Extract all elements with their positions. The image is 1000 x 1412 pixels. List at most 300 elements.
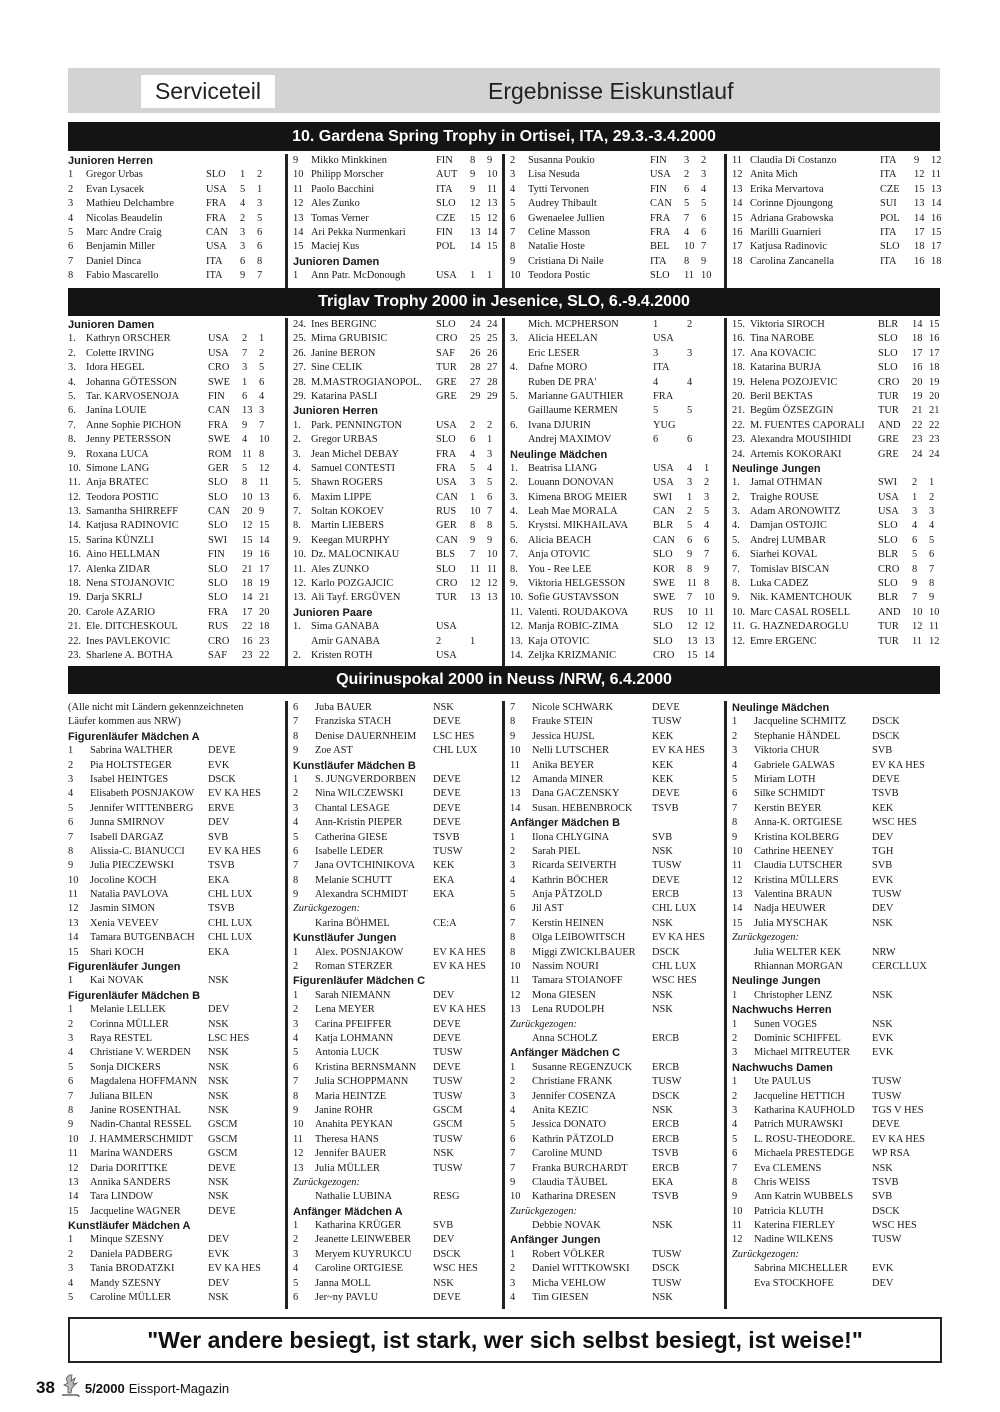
skater-name: Paolo Bacchini [311,183,375,195]
country-or-club: TSVB [652,1191,679,1203]
placement: 18. [732,362,745,374]
result-row [68,859,283,873]
score-b: 4 [704,520,710,532]
results-column [724,318,948,666]
skater-name: Beatrisa LIANG [528,462,597,474]
placement: 11 [293,1133,304,1145]
result-row [732,390,948,404]
placement: 10. [510,592,523,604]
placement: 1 [68,169,74,181]
score-b: 3 [929,506,935,518]
score-b: 9 [259,506,265,518]
score-a: 15 [470,212,481,224]
score-a: 1 [912,491,918,503]
result-row [510,1075,730,1089]
score-b: 5 [259,362,265,374]
placement: 9. [293,534,301,546]
score-a: 3 [240,241,246,253]
result-row [68,433,283,447]
skater-name: Park. PENNINGTON [311,419,403,431]
country-or-club: GSCM [208,1133,238,1145]
country-or-club: ITA [650,255,667,267]
placement: 27. [293,362,306,374]
result-row [293,491,508,505]
placement: 10 [293,1119,304,1131]
score-a: 21 [242,563,253,575]
result-row [68,1233,283,1247]
placement: 3 [293,1248,299,1260]
country-or-club: DEVE [652,874,680,886]
score-b: 1 [929,477,935,489]
placement: 4 [293,817,299,829]
country-or-club: EV KA HES [872,1133,925,1145]
skater-name: Tar. KARVOSENOJA [86,390,180,402]
country-or-club: EV KA HES [433,1004,486,1016]
country-or-club: TUSW [652,1277,682,1289]
score-a: 1 [470,270,476,282]
score-b: 2 [257,169,263,181]
country-or-club: USA [653,333,674,345]
result-row [68,491,283,505]
placement: 5 [68,1061,74,1073]
result-row [732,154,948,168]
score-b: 4 [701,183,707,195]
score-b: 9 [487,155,493,166]
result-row [510,1118,730,1132]
skater-name: Ales Zunko [311,198,360,210]
result-row [68,1176,283,1190]
country-or-club: USA [653,462,674,474]
placement: 3 [68,773,74,785]
placement: 8 [68,270,74,282]
result-row [68,759,283,773]
score-b: 6 [701,226,707,238]
skater-name: Michael MITREUTER [754,1047,851,1059]
placement: 2 [510,1263,516,1275]
skater-name: Jennifer BAUER [315,1148,387,1160]
placement: 18. [68,578,81,590]
score-a: 7 [684,212,690,224]
placement: 5 [68,226,74,238]
result-row [732,183,948,197]
country-or-club: EVK [872,1032,894,1044]
country-or-club: NSK [208,1061,229,1073]
country-or-club: CHL LUX [208,889,253,901]
country-or-club: NSK [872,917,893,929]
score-a: 15 [914,183,925,195]
country-or-club: NSK [208,975,229,987]
score-b [704,347,721,361]
country-or-club: SLO [436,563,456,575]
country-or-club: CAN [208,405,230,417]
placement: 5 [68,802,74,814]
skater-name: Katja LOHMANN [315,1032,394,1044]
skater-name: Olga LEIBOWITSCH [532,932,626,944]
country-or-club: DEVE [433,716,461,728]
country-or-club: AND [878,606,901,618]
country-or-club: GSCM [433,1119,463,1131]
score-a: 10 [242,491,253,503]
country-or-club: USA [208,347,229,359]
score-a: 24 [470,319,481,330]
result-row [293,1061,508,1075]
placement: 6. [293,491,301,503]
placement: 12. [293,578,306,590]
score-b: 12 [259,462,270,474]
country-or-club: SLO [208,491,228,503]
country-or-club: SLO [880,241,900,253]
result-row [510,154,730,168]
placement: 12 [732,169,743,181]
score-b: 7 [257,270,263,282]
skater-name: Marilli Guarnieri [750,226,822,238]
score-b: 20 [929,390,940,402]
skater-name: Sabrina MICHELLER [754,1263,848,1275]
result-row [68,816,283,830]
country-or-club: SVB [208,831,229,843]
result-row [732,563,948,577]
skater-name: Kristen ROTH [311,649,373,661]
result-row [68,635,283,649]
skater-name: Katharina DRESEN [532,1191,616,1203]
result-row [293,888,508,902]
placement: 9 [68,1119,74,1131]
skater-name: Jean Michel DEBAY [311,448,399,460]
withdrawn-label: Zurückgezogen: [293,903,360,915]
score-b: 1 [487,434,493,446]
result-row [293,989,508,1003]
country-or-club: CRO [436,578,458,590]
country-or-club: DEVE [872,1119,900,1131]
placement: 9 [293,745,299,757]
score-b: 11 [487,183,498,195]
country-or-club: EVK [872,1047,894,1059]
country-or-club: DEV [433,989,455,1001]
country-or-club: EVK [208,759,230,771]
result-row [732,845,948,859]
result-row [510,212,730,226]
score-b [704,332,721,346]
country-or-club: ITA [880,155,897,166]
result-row [510,1176,730,1190]
results-column [502,318,730,666]
placement: 12 [732,874,743,886]
country-or-club: DEV [208,1234,230,1246]
score-b [704,390,721,404]
score-b: 8 [259,448,265,460]
country-or-club: FRA [653,390,674,402]
country-or-club: DEV [208,1004,230,1016]
score-b: 17 [259,563,270,575]
country-or-club: TUSW [872,1076,902,1088]
country-or-club: EKA [433,874,455,886]
placement [732,960,754,974]
placement: 26. [293,347,306,359]
country-or-club: TUR [436,362,457,374]
result-row [68,332,283,346]
skater-name: Roxana LUCA [86,448,149,460]
skater-name: Katarina PASLI [311,390,378,402]
skater-name: Luka CADEZ [750,578,809,590]
score-b: 11 [704,606,715,618]
score-a: 26 [470,347,481,359]
skater-name: Katjusa Radinovic [750,241,828,253]
withdrawn-label: Zurückgezogen: [293,1176,360,1188]
country-or-club: NSK [208,1018,229,1030]
placement: 8 [293,874,299,886]
placement: 29. [293,390,306,402]
category-heading: Junioren Herren [68,155,153,167]
country-or-club: KEK [652,759,674,771]
placement: 4 [510,874,516,886]
placement: 7 [293,716,299,728]
skater-name: Dz. MALOCNIKAU [311,549,400,561]
skater-name: Elisabeth POSNJAKOW [90,788,195,800]
country-or-club: TUR [878,635,899,647]
skater-name: Xenia VEVEEV [90,917,159,929]
result-row [510,1291,730,1305]
country-or-club: NSK [872,1018,893,1030]
skater-name: Siarhei KOVAL [750,549,818,561]
skater-name: Tomislav BISCAN [750,563,830,575]
score-b: 8 [257,255,263,267]
skater-name: Benjamin Miller [86,241,155,253]
result-row [510,931,730,945]
result-row [732,744,948,758]
country-or-club: GRE [436,390,457,402]
country-or-club: EVK [872,874,894,886]
result-row [293,1090,508,1104]
score-a: 8 [687,563,693,575]
result-row [510,888,730,902]
score-a: 5 [240,183,246,195]
score-b: 9 [701,255,707,267]
score-a: 23 [242,649,253,661]
placement: 12 [293,1148,304,1160]
skater-name: Jeanette LEINWEBER [315,1234,412,1246]
placement: 12 [732,1234,743,1246]
skater-name: Caroline MUND [532,1148,603,1160]
country-or-club: NSK [208,1104,229,1116]
score-b: 22 [259,649,270,661]
skater-name: Patricia KLUTH [754,1205,824,1217]
placement [510,1219,532,1233]
placement: 6 [68,817,74,829]
skater-name: Ute PAULUS [754,1076,812,1088]
country-or-club: CRO [653,649,675,661]
score-b: 6 [257,241,263,253]
score-a: 8 [470,155,476,166]
country-or-club: DEV [433,1234,455,1246]
score-b: 10 [259,434,270,446]
placement: 10 [732,845,743,857]
placement: 1 [68,745,74,757]
skater-name: Isabelle LEDER [315,845,384,857]
result-row [293,1262,508,1276]
result-row [510,1162,730,1176]
skater-name: Maria HEINTZE [315,1090,387,1102]
result-row [510,874,730,888]
score-a: 24 [912,448,923,460]
result-row [293,1133,508,1147]
score-b: 5 [487,477,493,489]
placement: 9 [510,1176,516,1188]
result-row [732,1075,948,1089]
skater-name: Nadin-Chantal RESSEL [90,1119,192,1131]
score-b: 1 [704,462,710,474]
score-b: 6 [259,376,265,388]
result-row [732,960,948,974]
result-row [732,1233,948,1247]
result-row [732,318,948,332]
skater-name: Nena STOJANOVIC [86,578,175,590]
result-row [510,715,730,729]
placement: 7. [732,563,740,575]
placement: 3. [293,448,301,460]
result-row [732,534,948,548]
country-or-club: NSK [652,1104,673,1116]
result-row [293,787,508,801]
skater-name: Carina PFEIFFER [315,1018,392,1030]
category-heading: Anfänger Mädchen A [293,1205,403,1218]
country-or-club: ERCB [652,1119,680,1131]
result-row [732,859,948,873]
category-heading: Kunstläufer Mädchen A [68,1220,191,1233]
score-b: 16 [929,333,940,345]
score-a: 11 [470,563,481,575]
skater-name: Simone LANG [86,462,150,474]
country-or-club: DEV [208,1277,230,1289]
placement: 2 [732,730,738,742]
skater-name: Alenka ZIDAR [86,563,151,575]
placement: 4 [293,1263,299,1275]
country-or-club: NSK [208,1292,229,1304]
result-row [732,1190,948,1204]
score-a: 2 [470,419,476,431]
skater-name: Junna SMIRNOV [90,817,165,829]
score-a: 1 [242,376,248,388]
score-b: 12 [487,578,498,590]
score-a: 10 [912,606,923,618]
skater-name: Christopher LENZ [754,989,833,1001]
placement: 1 [732,1076,738,1088]
score-b: 28 [487,376,498,388]
placement: 3 [510,1090,516,1102]
country-or-club: EVK [208,1248,230,1260]
result-row [68,1018,283,1032]
skater-name: Ines PAVLEKOVIC [86,635,170,647]
placement: 13 [732,889,743,901]
score-b: 23 [259,635,270,647]
country-or-club: 5 [653,405,659,417]
placement: 7 [510,226,516,238]
result-row [68,448,283,462]
results-column [68,154,283,288]
country-or-club: KEK [433,860,455,872]
country-or-club: TSVB [872,1176,899,1188]
skater-name: Marc CASAL ROSELL [750,606,851,618]
skater-name: Juba BAUER [315,702,372,713]
result-row [732,347,948,361]
placement: 2 [293,788,299,800]
country-or-club: SVB [872,1191,893,1203]
score-a: 12 [687,621,698,633]
result-row [293,534,508,548]
score-b [704,433,721,447]
placement: 3 [510,1277,516,1289]
placement: 15. [732,319,745,330]
placement: 5. [510,390,518,402]
skater-name: Tamara STOIANOFF [532,975,623,987]
score-a: 10 [687,606,698,618]
result-row [510,563,730,577]
result-row [732,1046,948,1060]
result-row [732,404,948,418]
country-or-club: TUSW [433,1047,463,1059]
result-row [732,1205,948,1219]
skater-name: Marc Andre Craig [86,226,162,238]
score-b: 2 [487,419,493,431]
skater-name: Isabel HEINTGES [90,773,169,785]
country-or-club: WSC HES [652,975,697,987]
result-row [68,1104,283,1118]
result-row [510,859,730,873]
score-a: 11 [912,635,923,647]
score-a: 1 [470,491,476,503]
placement [293,917,315,931]
skater-name: Nicole SCHWARK [532,702,614,713]
score-b: 12 [487,212,498,224]
score-a: 2 [912,477,918,489]
placement: 23. [732,434,745,446]
score-b: 20 [259,606,270,618]
category-heading: Neulinge Mädchen [732,702,830,714]
country-or-club: POL [436,241,456,253]
result-row [732,635,948,649]
skater-name: Tytti Tervonen [528,183,589,195]
placement: 7 [68,255,74,267]
results-column [502,701,730,1309]
skater-name: Begüm ÖZSEZGIN [750,405,834,417]
skater-name: Darja SKRLJ [86,592,143,604]
score-a: 6 [687,434,693,446]
skater-name: Sima GANABA [311,621,380,633]
score-b: 3 [701,169,707,181]
score-b: 13 [487,198,498,210]
country-or-club: NSK [652,845,673,857]
score-a: 8 [912,563,918,575]
placement: 5 [293,1047,299,1059]
country-or-club: SAF [208,649,228,661]
placement: 10 [293,169,304,181]
placement: 7 [510,1148,516,1160]
placement: 16. [68,549,81,561]
skater-name: Andrej LUMBAR [750,534,826,546]
result-row [510,649,730,663]
score-a: 3 [684,155,690,166]
result-row [68,1003,283,1017]
placement: 10 [68,874,79,886]
country-or-club: SLO [208,520,228,532]
placement: 8 [293,730,299,742]
score-a: 28 [470,362,481,374]
skater-name: Frauke STEIN [532,716,593,728]
score-b: 9 [929,592,935,604]
section-label: Serviceteil [141,75,275,108]
skater-name: Carolina Zancanella [750,255,834,267]
result-row [732,577,948,591]
country-or-club: ERCB [652,1032,680,1044]
